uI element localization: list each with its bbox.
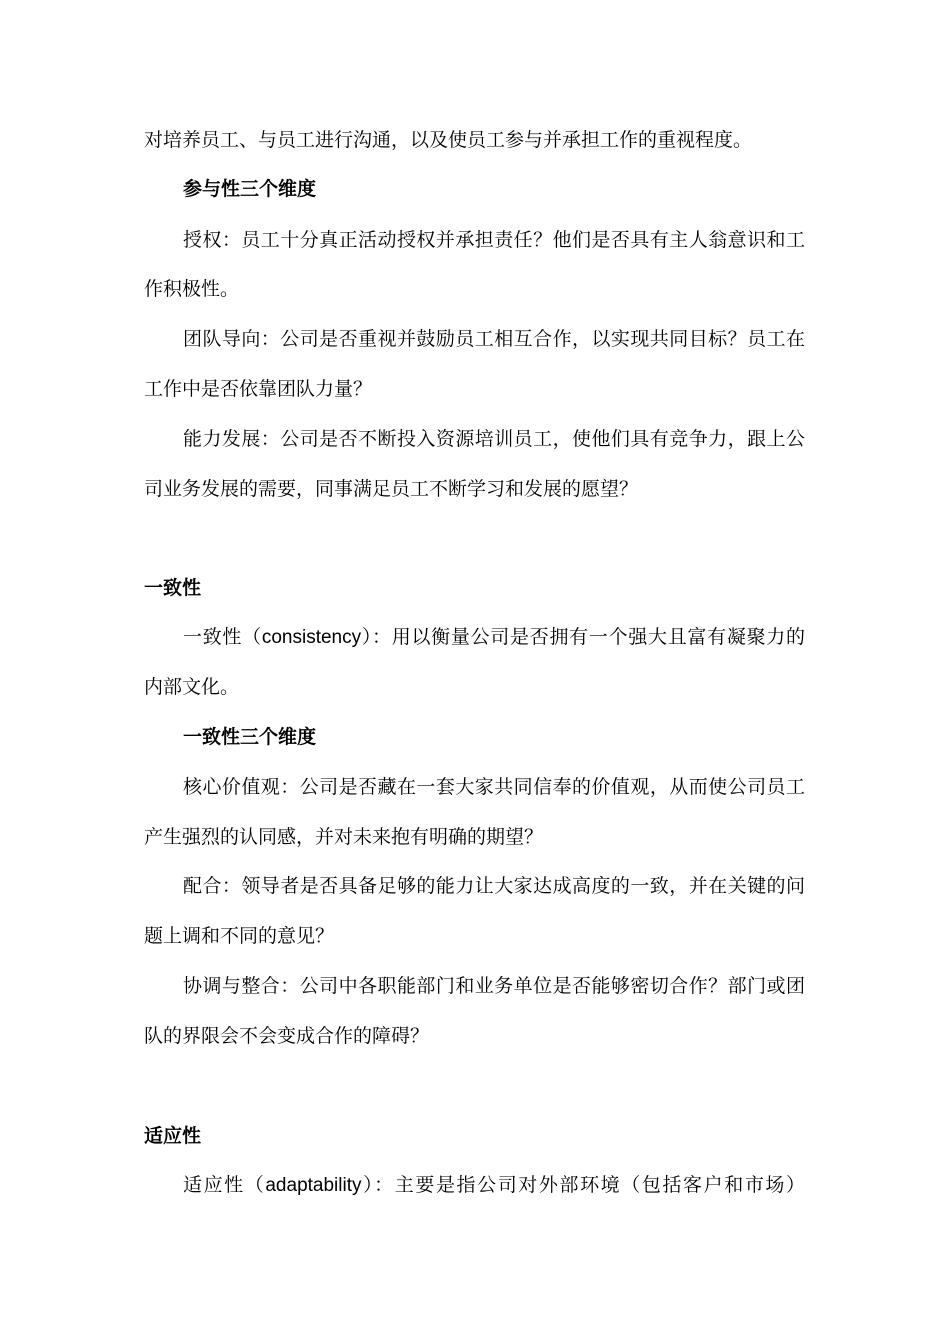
paragraph-line: 授权：员工十分真正活动授权并承担责任？他们是否具有主人翁意识和工 [183, 230, 805, 251]
paragraph-line: 配合：领导者是否具备足够的能力让大家达成高度的一致，并在关键的问 [183, 876, 805, 897]
paragraph-line: 对培养员工、与员工进行沟通，以及使员工参与并承担工作的重视程度。 [144, 130, 753, 151]
paragraph-line: 核心价值观：公司是否藏在一套大家共同信奉的价值观，从而使公司员工 [183, 777, 805, 798]
section-heading-consistency: 一致性 [144, 578, 202, 599]
subheading-consistency-dimensions: 一致性三个维度 [183, 727, 317, 748]
subheading-participation-dimensions: 参与性三个维度 [183, 179, 317, 200]
paragraph-line: 题上调和不同的意见？ [144, 926, 335, 947]
paragraph-line: 能力发展：公司是否不断投入资源培训员工，使他们具有竞争力，跟上公 [183, 429, 805, 450]
paragraph-line: 适应性（adaptability）：主要是指公司对外部环境（包括客户和市场） [183, 1175, 805, 1196]
paragraph-line: 协调与整合：公司中各职能部门和业务单位是否能够密切合作？部门或团 [183, 976, 805, 997]
paragraph-line: 产生强烈的认同感，并对未来抱有明确的期望？ [144, 827, 544, 848]
paragraph-line: 团队导向：公司是否重视并鼓励员工相互合作，以实现共同目标？员工在 [183, 329, 805, 350]
paragraph-line: 作积极性。 [144, 279, 240, 300]
paragraph-line: 工作中是否依靠团队力量？ [144, 379, 373, 400]
paragraph-line: 一致性（consistency）：用以衡量公司是否拥有一个强大且富有凝聚力的 [183, 627, 805, 648]
section-heading-adaptability: 适应性 [144, 1126, 202, 1147]
paragraph-line: 司业务发展的需要，同事满足员工不断学习和发展的愿望？ [144, 479, 639, 500]
paragraph-line: 内部文化。 [144, 677, 240, 698]
paragraph-line: 队的界限会不会变成合作的障碍？ [144, 1026, 430, 1047]
